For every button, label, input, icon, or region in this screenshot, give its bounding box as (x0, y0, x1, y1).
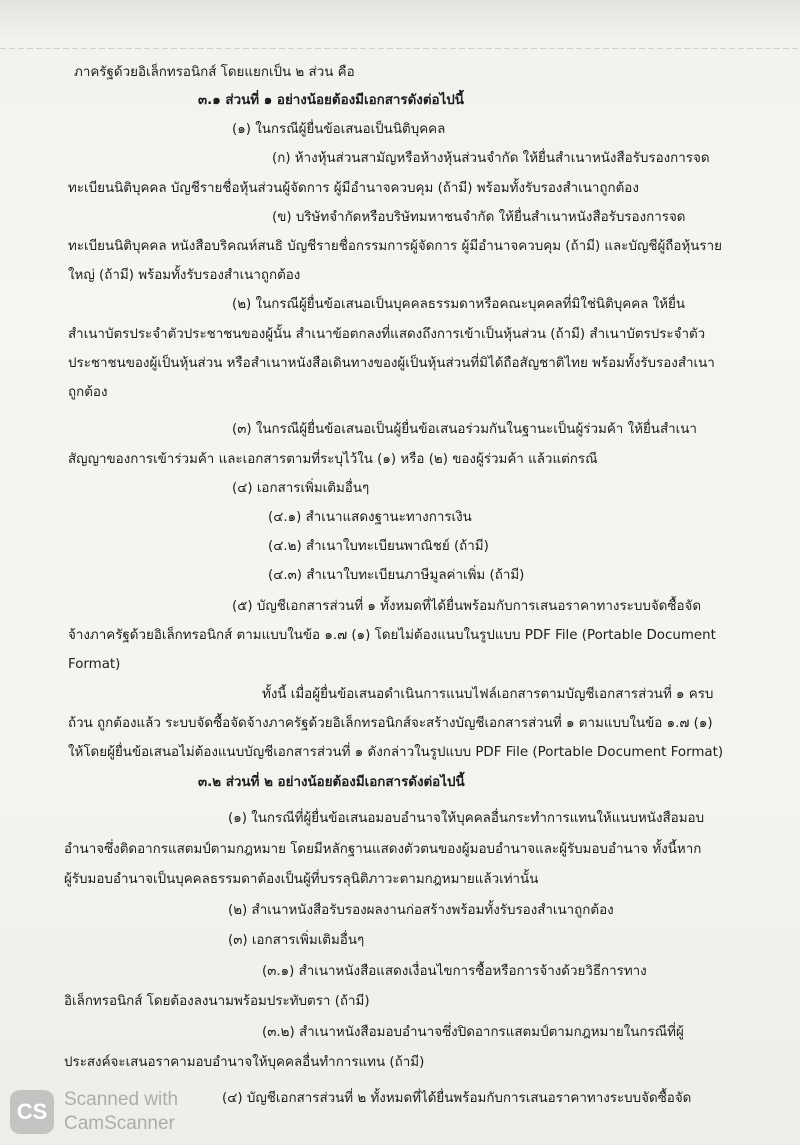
text-line: (๓) เอกสารเพิ่มเติมอื่นๆ (228, 933, 365, 948)
text-line: สำเนาบัตรประจำตัวประชาชนของผู้นั้น สำเนาข้อตกลงที่แสดงถึงการเข้าเป็นหุ้นส่วน (ถ้ามี) สำเนาบัตรประจำตัว (68, 327, 706, 342)
text-line: (๔.๓) สำเนาใบทะเบียนภาษีมูลค่าเพิ่ม (ถ้ามี) (268, 568, 525, 583)
text-line: ประสงค์จะเสนอราคามอบอำนาจให้บุคคลอื่นทำการแทน (ถ้ามี) (64, 1055, 425, 1070)
text-line: (๓) ในกรณีผู้ยื่นข้อเสนอเป็นผู้ยื่นข้อเสนอร่วมกันในฐานะเป็นผู้ร่วมค้า ให้ยื่นสำเนา (232, 422, 697, 437)
section-heading-3-1: ๓.๑ ส่วนที่ ๑ อย่างน้อยต้องมีเอกสารดังต่อไปนี้ (198, 93, 464, 108)
section-heading-3-2: ๓.๒ ส่วนที่ ๒ อย่างน้อยต้องมีเอกสารดังต่อไปนี้ (198, 775, 465, 790)
text-line: (๓.๒) สำเนาหนังสือมอบอำนาจซึ่งปิดอากรแสตมป์ตามกฎหมายในกรณีที่ผู้ (262, 1025, 684, 1040)
text-line: ภาครัฐด้วยอิเล็กทรอนิกส์ โดยแยกเป็น ๒ ส่วน คือ (74, 65, 355, 80)
text-line: (๑) ในกรณีที่ผู้ยื่นข้อเสนอมอบอำนาจให้บุคคลอื่นกระทำการแทนให้แนบหนังสือมอบ (228, 811, 705, 826)
text-line: ผู้รับมอบอำนาจเป็นบุคคลธรรมดาต้องเป็นผู้ที่บรรลุนิติภาวะตามกฎหมายแล้วเท่านั้น (64, 872, 539, 887)
text-line: ทั้งนี้ เมื่อผู้ยื่นข้อเสนอดำเนินการแนบไฟล์เอกสารตามบัญชีเอกสารส่วนที่ ๑ ครบ (262, 687, 714, 702)
text-line: (๒) สำเนาหนังสือรับรองผลงานก่อสร้างพร้อมทั้งรับรองสำเนาถูกต้อง (228, 903, 614, 918)
text-line: สัญญาของการเข้าร่วมค้า และเอกสารตามที่ระบุไว้ใน (๑) หรือ (๒) ของผู้ร่วมค้า แล้วแต่กรณี (68, 452, 598, 467)
text-line: จ้างภาครัฐด้วยอิเล็กทรอนิกส์ ตามแบบในข้อ ๑.๗ (๑) โดยไม่ต้องแนบในรูปแบบ PDF File (Portable Document (68, 628, 716, 643)
watermark-line-2: CamScanner (64, 1113, 175, 1134)
text-line: Format) (68, 657, 121, 672)
text-line: (๕) บัญชีเอกสารส่วนที่ ๑ ทั้งหมดที่ได้ยื่นพร้อมกับการเสนอราคาทางระบบจัดซื้อจัด (232, 599, 702, 614)
text-line: (๔) บัญชีเอกสารส่วนที่ ๒ ทั้งหมดที่ได้ยื่นพร้อมกับการเสนอราคาทางระบบจัดซื้อจัด (222, 1091, 692, 1106)
text-line: อิเล็กทรอนิกส์ โดยต้องลงนามพร้อมประทับตรา (ถ้ามี) (64, 994, 370, 1009)
text-line: (ข) บริษัทจำกัดหรือบริษัทมหาชนจำกัด ให้ยื่นสำเนาหนังสือรับรองการจด (272, 210, 686, 225)
text-line: ทะเบียนนิติบุคคล หนังสือบริคณห์สนธิ บัญชีรายชื่อกรรมการผู้จัดการ ผู้มีอำนาจควบคุม (ถ้ามี) และบัญชีผู้ถือหุ้นราย (68, 239, 722, 254)
text-line: (๔.๒) สำเนาใบทะเบียนพาณิชย์ (ถ้ามี) (268, 539, 489, 554)
text-line: ถูกต้อง (68, 385, 108, 400)
text-line: (๑) ในกรณีผู้ยื่นข้อเสนอเป็นนิติบุคคล (232, 122, 446, 137)
text-line: ประชาชนของผู้เป็นหุ้นส่วน หรือสำเนาหนังสือเดินทางของผู้เป็นหุ้นส่วนที่มิได้ถือสัญชาติไทย พร้อมทั้งรับรองสำเนา (68, 356, 715, 371)
text-line: ทะเบียนนิติบุคคล บัญชีรายชื่อหุ้นส่วนผู้จัดการ ผู้มีอำนาจควบคุม (ถ้ามี) พร้อมทั้งรับรองสำเนาถูกต้อง (68, 181, 639, 196)
text-line: (ก) ห้างหุ้นส่วนสามัญหรือห้างหุ้นส่วนจำกัด ให้ยื่นสำเนาหนังสือรับรองการจด (272, 151, 710, 166)
text-line: ให้โดยผู้ยื่นข้อเสนอไม่ต้องแนบบัญชีเอกสารส่วนที่ ๑ ดังกล่าวในรูปแบบ PDF File (Portable Document Format) (68, 745, 724, 760)
text-line: ใหญ่ (ถ้ามี) พร้อมทั้งรับรองสำเนาถูกต้อง (68, 268, 301, 283)
text-line: ถ้วน ถูกต้องแล้ว ระบบจัดซื้อจัดจ้างภาครัฐด้วยอิเล็กทรอนิกส์จะสร้างบัญชีเอกสารส่วนที่ ๑ ตามแบบในข้อ ๑.๗ (๑) (68, 716, 713, 731)
text-line: (๔.๑) สำเนาแสดงฐานะทางการเงิน (268, 510, 472, 525)
text-line: อำนาจซึ่งติดอากรแสตมป์ตามกฎหมาย โดยมีหลักฐานแสดงตัวตนของผู้มอบอำนาจและผู้รับมอบอำนาจ ทั้งนี้หาก (64, 842, 702, 857)
text-line: (๒) ในกรณีผู้ยื่นข้อเสนอเป็นบุคคลธรรมดาหรือคณะบุคคลที่มิใช่นิติบุคคล ให้ยื่น (232, 297, 686, 312)
page-top-edge (0, 48, 800, 49)
camscanner-logo-icon: CS (10, 1090, 54, 1134)
camscanner-watermark (0, 1080, 240, 1142)
text-line: (๔) เอกสารเพิ่มเติมอื่นๆ (232, 481, 370, 496)
text-line: (๓.๑) สำเนาหนังสือแสดงเงื่อนไขการซื้อหรือการจ้างด้วยวิธีการทาง (262, 964, 647, 979)
watermark-line-1: Scanned with (64, 1089, 179, 1110)
